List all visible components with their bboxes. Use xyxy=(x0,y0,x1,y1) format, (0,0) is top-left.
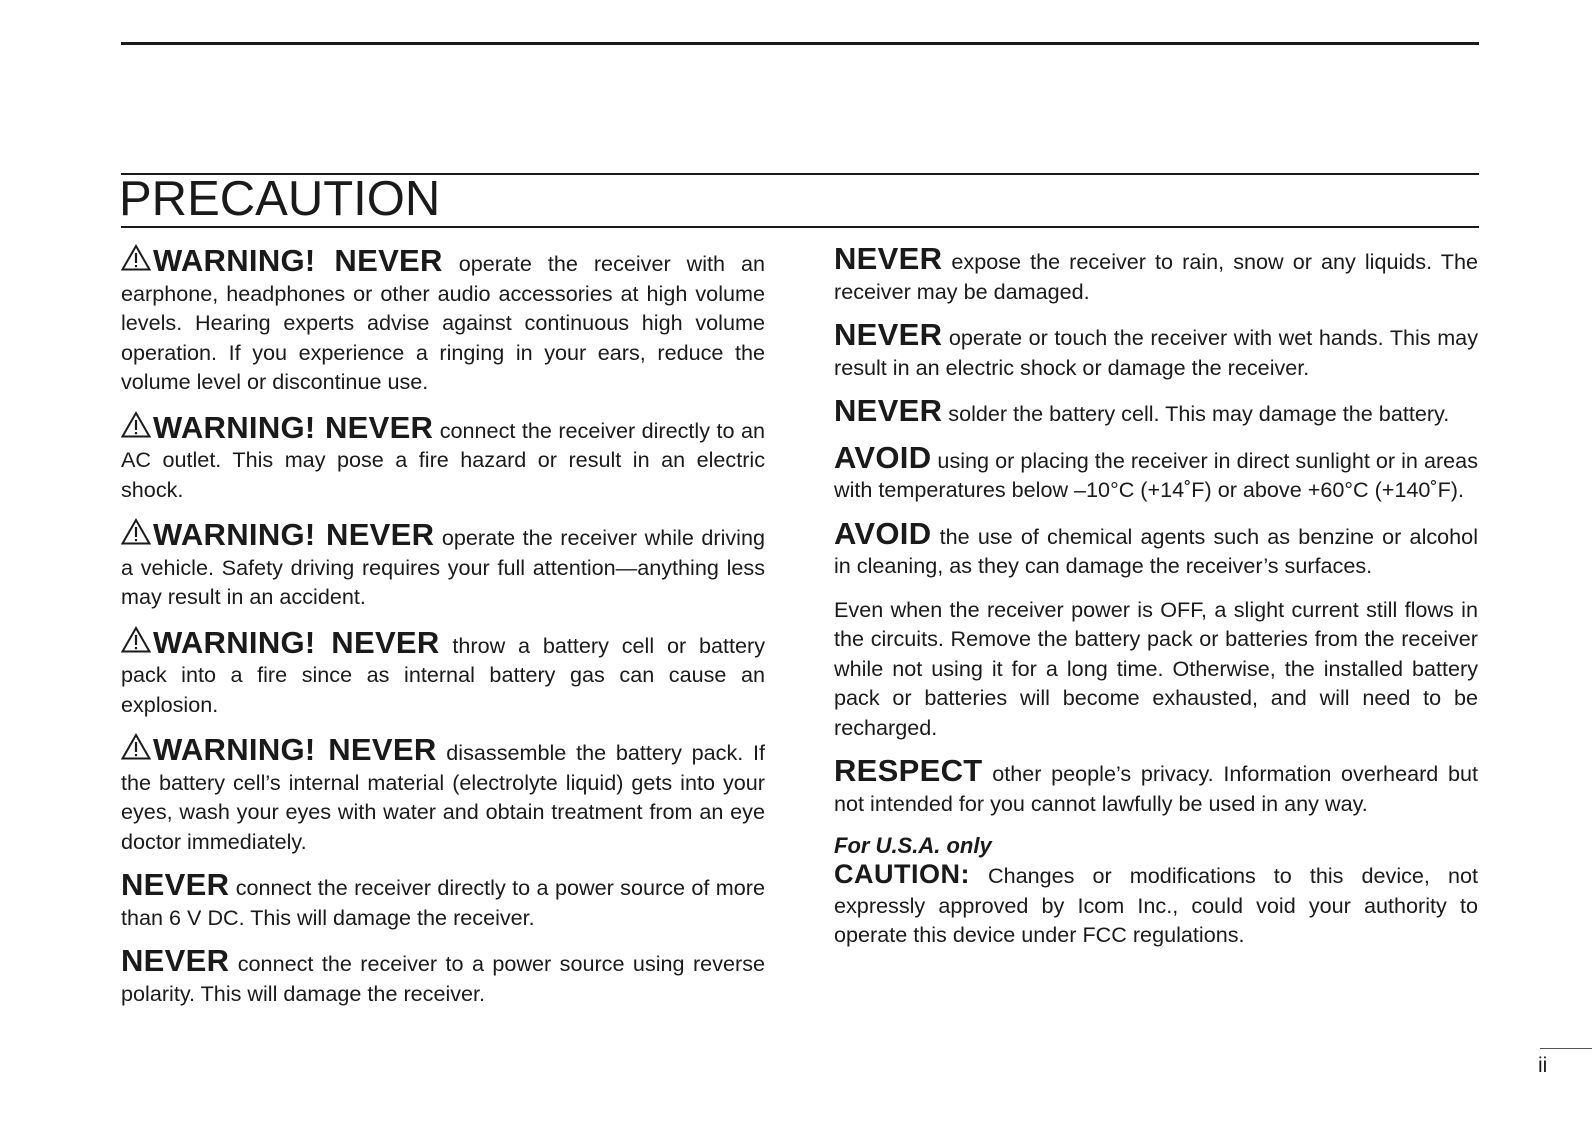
precaution-paragraph xyxy=(834,393,1478,429)
precaution-keyword: NEVER xyxy=(834,393,943,428)
precaution-paragraph xyxy=(121,867,765,932)
paragraph-text: connect the receiver to a power source using reverse polarity. This will damage the receiver. xyxy=(121,951,765,1006)
warning-keyword: WARNING! NEVER xyxy=(153,732,437,767)
paragraph-text: expose the receiver to rain, snow or any liquids. The receiver may be damaged. xyxy=(834,249,1478,304)
precaution-paragraph xyxy=(834,317,1478,382)
top-rule xyxy=(121,42,1479,45)
power-off-note xyxy=(834,595,1478,743)
right-column xyxy=(834,241,1478,950)
paragraph-text: connect the receiver directly to a power source of more than 6 V DC. This will damage the receiver. xyxy=(121,875,765,930)
precaution-paragraph xyxy=(121,943,765,1008)
precaution-paragraph xyxy=(834,439,1478,505)
paragraph-text: using or placing the receiver in direct sunlight or in areas with temperatures below –10°C (+14˚F) or above +60°C (+140˚F). xyxy=(834,447,1478,502)
precaution-keyword: RESPECT xyxy=(834,753,983,788)
paragraph-text: Even when the receiver power is OFF, a slight current still flows in the circuits. Remove the battery pack or batteries from the receiver while not using it for a long time. Otherwise, the installed battery pack or batteries will become exhausted, and will need to be recharged. xyxy=(834,596,1478,740)
page-title: PRECAUTION xyxy=(119,172,441,226)
paragraph-text: operate or touch the receiver with wet hands. This may result in an electric shock or damage the receiver. xyxy=(834,325,1478,380)
precaution-keyword: NEVER xyxy=(834,241,943,276)
precaution-keyword: NEVER xyxy=(121,867,230,902)
paragraph-text: disassemble the battery pack. If the battery cell’s internal material (electrolyte liquid) gets into your eyes, wash your eyes with water and obtain treatment from an eye doctor immediately. xyxy=(121,740,765,854)
warning-keyword: WARNING! NEVER xyxy=(153,243,443,278)
precaution-keyword: NEVER xyxy=(834,317,943,352)
warning-triangle-icon xyxy=(121,518,151,545)
warning-paragraph xyxy=(121,626,765,720)
warning-keyword: WARNING! NEVER xyxy=(153,409,434,445)
precaution-keyword: AVOID xyxy=(834,515,932,551)
paragraph-text: operate the receiver with an earphone, headphones or other audio accessories at high volume levels. Hearing experts advise against continuous high volume operation. If you experience a ringing in your ears, reduce the volume level or discontinue use. xyxy=(121,251,765,394)
fcc-caution xyxy=(834,832,1478,950)
usa-only-heading: For U.S.A. only xyxy=(834,833,992,858)
warning-paragraph xyxy=(121,518,765,612)
paragraph-text: operate the receiver while driving a vehicle. Safety driving requires your full attention—anything less may result in an accident. xyxy=(121,525,766,609)
precaution-paragraph xyxy=(834,515,1478,581)
precaution-keyword: NEVER xyxy=(121,943,230,978)
warning-paragraph xyxy=(121,733,765,856)
paragraph-text: the use of chemical agents such as benzine or alcohol in cleaning, as they can damage the receiver’s surfaces. xyxy=(834,523,1478,578)
paragraph-text: connect the receiver directly to an AC outlet. This may pose a fire hazard or result in an electric shock. xyxy=(121,417,766,502)
precaution-paragraph xyxy=(834,753,1478,818)
precaution-keyword: AVOID xyxy=(834,439,932,475)
caution-keyword: CAUTION: xyxy=(834,859,970,889)
precaution-paragraph xyxy=(834,241,1478,306)
warning-keyword: WARNING! NEVER xyxy=(153,624,440,660)
paragraph-text: throw a battery cell or battery pack into a fire since as internal battery gas can cause an explosion. xyxy=(121,632,765,717)
warning-paragraph xyxy=(121,411,765,505)
warning-paragraph xyxy=(121,244,765,397)
left-column xyxy=(121,244,765,1008)
page-number: ii xyxy=(1538,1054,1548,1077)
warning-triangle-icon xyxy=(121,626,151,653)
warning-triangle-icon xyxy=(121,244,151,271)
paragraph-text: other people’s privacy. Information overheard but not intended for you cannot lawfully be used in any way. xyxy=(834,761,1478,816)
paragraph-text: solder the battery cell. This may damage the battery. xyxy=(942,401,1450,426)
warning-triangle-icon xyxy=(121,411,151,438)
warning-keyword: WARNING! NEVER xyxy=(153,517,435,552)
page-number-rule xyxy=(1540,1048,1592,1049)
paragraph-text: Changes or modifications to this device, not expressly approved by Icom Inc., could void your authority to operate this device under FCC regulations. xyxy=(834,863,1478,947)
warning-triangle-icon xyxy=(121,733,151,760)
title-bottom-rule xyxy=(121,226,1479,228)
